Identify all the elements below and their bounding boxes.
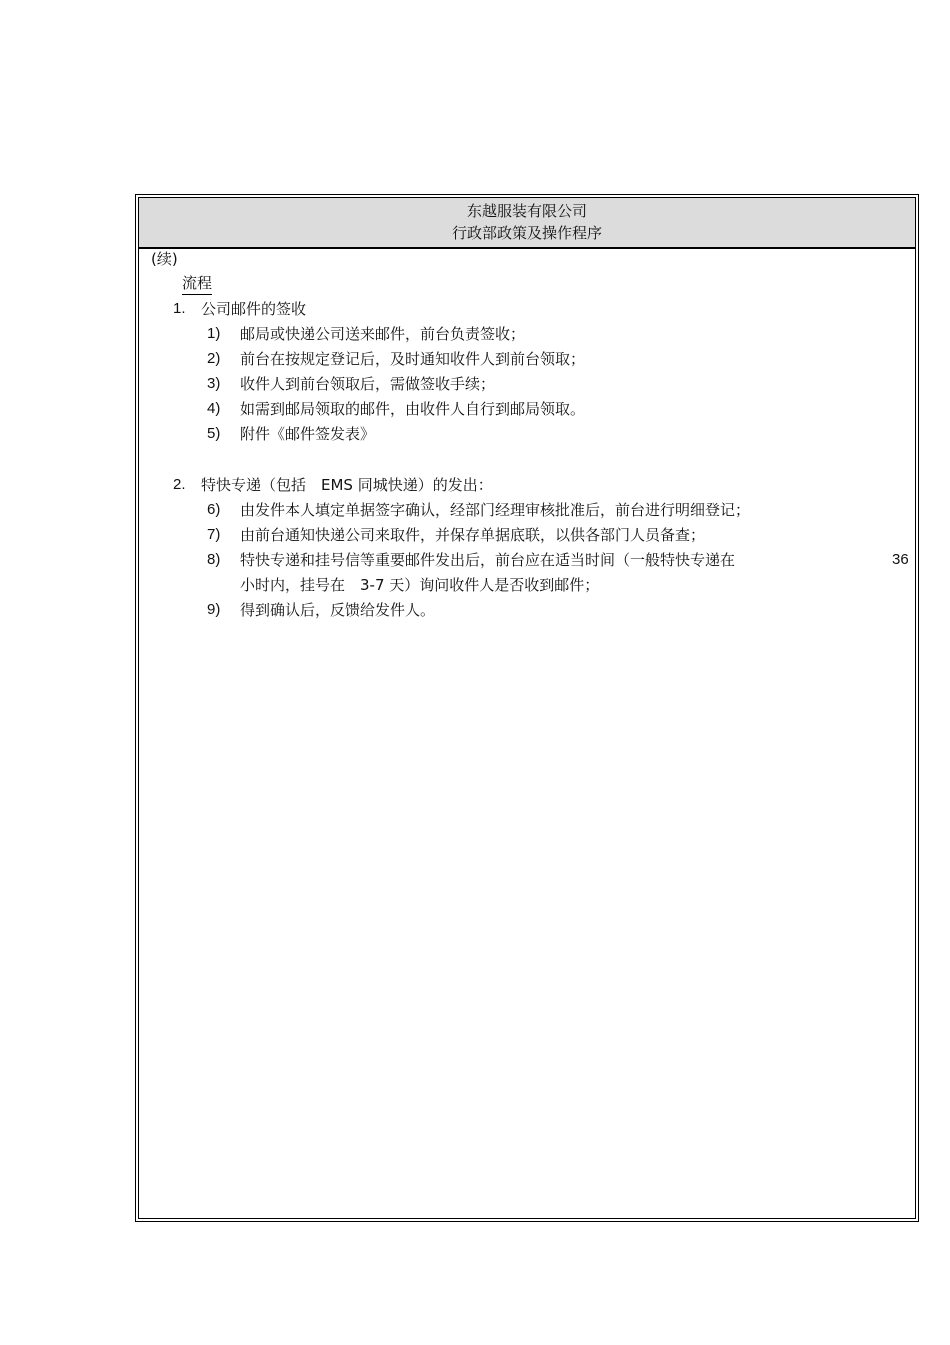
policy-frame-inner xyxy=(138,197,916,1219)
list-item-number: 5) xyxy=(207,425,221,442)
continued-label: (续) xyxy=(151,250,178,268)
section2-title: 特快专递（包括 EMS 同城快递）的发出： xyxy=(201,476,493,494)
list-item-number: 4) xyxy=(207,400,221,417)
list-item: 特快专递和挂号信等重要邮件发出后，前台应在适当时间（一般特快专递在 xyxy=(240,551,736,569)
list-item-number: 7) xyxy=(207,526,221,543)
list-item: 由发件本人填定单据签字确认，经部门经理审核批准后，前台进行明细登记； xyxy=(240,501,751,519)
list-item: 附件《邮件签发表》 xyxy=(240,425,376,443)
list-item-number: 8) xyxy=(207,551,221,568)
document-content xyxy=(139,251,915,1218)
list-item-number: 6) xyxy=(207,501,221,518)
list-item: 前台在按规定登记后，及时通知收件人到前台领取； xyxy=(240,350,586,368)
section1-title: 公司邮件的签收 xyxy=(201,300,307,318)
company-name: 东越服装有限公司 xyxy=(466,202,587,220)
document-header xyxy=(139,198,915,249)
document-subtitle: 行政部政策及操作程序 xyxy=(451,224,602,242)
section2-number: 2. xyxy=(173,476,186,493)
section1-number: 1. xyxy=(173,300,186,317)
list-item-number: 1) xyxy=(207,325,221,342)
section-title: 流程 xyxy=(182,273,212,295)
list-item-number: 2) xyxy=(207,350,221,367)
list-item: 得到确认后，反馈给发件人。 xyxy=(240,601,436,619)
policy-frame xyxy=(135,194,919,1222)
list-item: 收件人到前台领取后，需做签收手续； xyxy=(240,375,496,393)
list-item-continuation: 小时内，挂号在 3-7 天）询问收件人是否收到邮件； xyxy=(240,576,600,594)
list-item: 邮局或快递公司送来邮件，前台负责签收； xyxy=(240,325,526,343)
list-item-number: 3) xyxy=(207,375,221,392)
overflow-number: 36 xyxy=(892,551,909,568)
list-item-number: 9) xyxy=(207,601,221,618)
list-item: 由前台通知快递公司来取件，并保存单据底联，以供各部门人员备查； xyxy=(240,526,706,544)
list-item: 如需到邮局领取的邮件，由收件人自行到邮局领取。 xyxy=(240,400,586,418)
